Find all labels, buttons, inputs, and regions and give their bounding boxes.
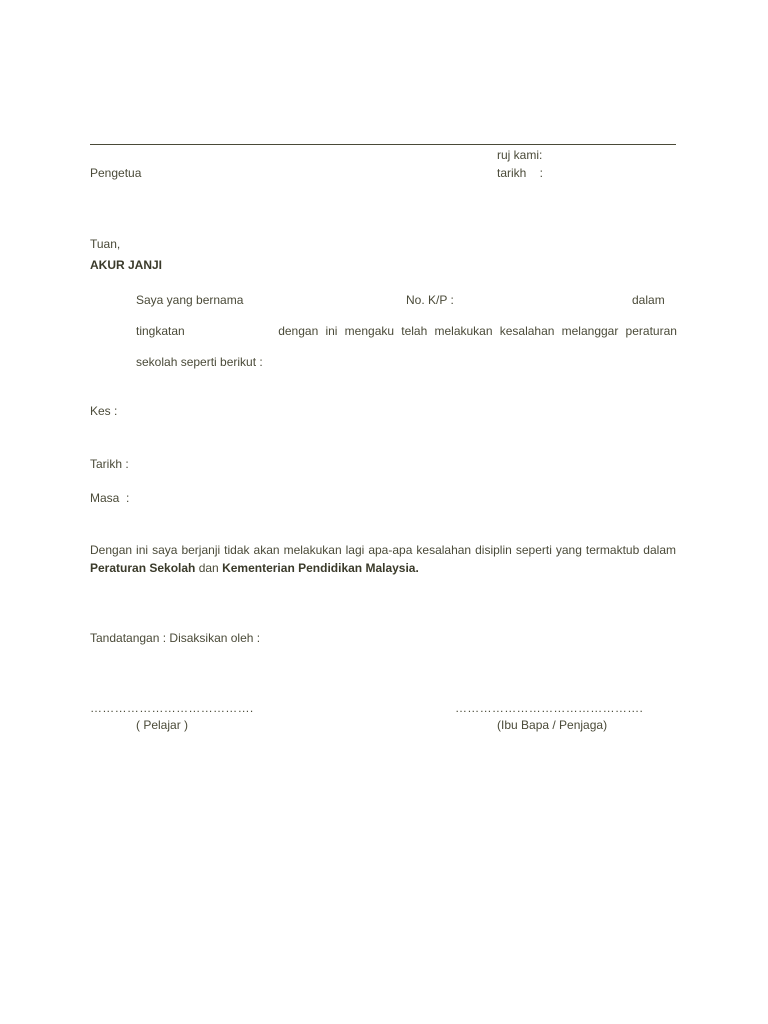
declaration-word: kesalahan xyxy=(499,324,555,338)
declaration-word: dengan xyxy=(278,324,319,338)
form-label: tingkatan xyxy=(136,324,185,338)
date-label: Tarikh : xyxy=(90,457,129,471)
document-title: AKUR JANJI xyxy=(90,258,163,272)
promise-paragraph xyxy=(90,541,676,577)
ministry-text: Kementerian Pendidikan Malaysia. xyxy=(222,561,419,575)
case-label: Kes : xyxy=(90,404,118,418)
greeting: Tuan, xyxy=(90,237,121,251)
top-rule xyxy=(90,144,676,145)
date-header-label: tarikh : xyxy=(497,166,544,180)
promise-text: Dengan ini saya berjanji tidak akan melakukan lagi apa-apa kesalahan disiplin seperti yang termaktub dalam xyxy=(90,543,676,557)
declaration-word: melakukan xyxy=(434,324,493,338)
declaration-word: mengaku xyxy=(344,324,395,338)
name-label: Saya yang bernama xyxy=(136,293,244,307)
time-label: Masa : xyxy=(90,491,130,505)
reference-label: ruj kami: xyxy=(497,148,543,162)
parent-signature-line: ………………………………………. xyxy=(455,701,644,715)
signature-label: Tandatangan : Disaksikan oleh : xyxy=(90,631,261,645)
parent-label: (Ibu Bapa / Penjaga) xyxy=(497,718,608,732)
student-label: ( Pelajar ) xyxy=(136,718,189,732)
recipient: Pengetua xyxy=(90,166,142,180)
declaration-word: ini xyxy=(325,324,338,338)
declaration-line2 xyxy=(136,324,677,338)
declaration-line1-end: dalam xyxy=(632,293,665,307)
declaration-word: telah xyxy=(401,324,428,338)
promise-connector: dan xyxy=(195,561,223,575)
declaration-word: melanggar xyxy=(561,324,619,338)
declaration-word: peraturan xyxy=(625,324,677,338)
declaration-line3: sekolah seperti berikut : xyxy=(136,355,263,369)
student-signature-line: …………………………………. xyxy=(90,701,254,715)
ic-number-label: No. K/P : xyxy=(406,293,454,307)
school-rules-text: Peraturan Sekolah xyxy=(90,561,196,575)
